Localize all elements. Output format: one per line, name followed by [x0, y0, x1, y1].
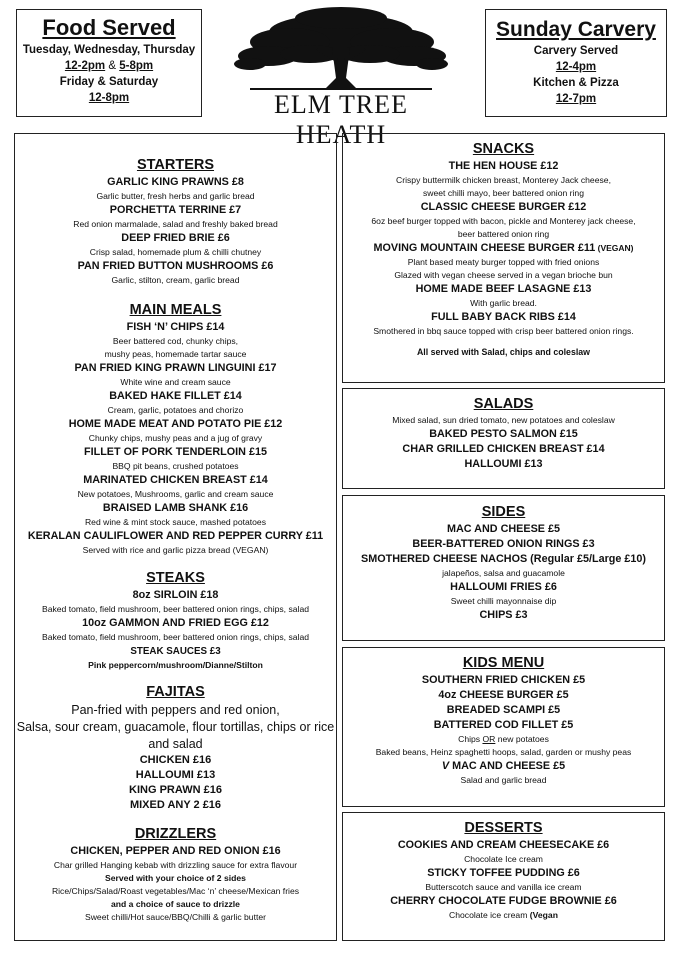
menu-item: BAKED PESTO SALMON £15 — [429, 428, 578, 440]
snacks-box — [342, 133, 665, 383]
steak-sauces-title: STEAK SAUCES £3 — [130, 646, 221, 657]
menu-item: CHIPS £3 — [479, 609, 528, 621]
menu-item: SOUTHERN FRIED CHICKEN £5 — [421, 674, 586, 686]
menu-item: 10oz GAMMON AND FRIED EGG £12 — [82, 617, 269, 629]
salads-box — [342, 388, 665, 489]
menu-item-desc: Baked tomato, field mushroom, beer battered onion rings, chips, salad — [41, 632, 310, 642]
menu-item: BEER-BATTERED ONION RINGS £3 — [412, 538, 595, 550]
drizzlers-title: DRIZZLERS — [134, 826, 217, 842]
kids-extras: Baked beans, Heinz spaghetti hoops, salad, garden or mushy peas — [375, 747, 632, 757]
vegan-tag: (Vegan — [527, 910, 558, 920]
menu-item: CHERRY CHOCOLATE FUDGE BROWNIE £6 — [390, 895, 617, 907]
kitchen-time: 12-7pm — [555, 93, 597, 105]
fajitas-title: FAJITAS — [146, 684, 205, 700]
menu-item: MARINATED CHICKEN BREAST £14 — [83, 474, 268, 486]
menu-item-desc: Garlic butter, fresh herbs and garlic bread — [96, 191, 255, 201]
kids-menu-box — [342, 647, 665, 807]
menu-item: MAC AND CHEESE £5 — [447, 523, 560, 535]
logo — [230, 4, 452, 149]
food-served-time-1a: 12-2pm — [64, 60, 106, 72]
menu-item: HALLOUMI FRIES £6 — [450, 581, 557, 593]
menu-item-desc: Butterscotch sauce and vanilla ice cream — [425, 882, 582, 892]
menu-item-desc: Char grilled Hanging kebab with drizzling sauce for extra flavour — [53, 860, 298, 870]
food-served-days-2: Friday & Saturday — [59, 76, 159, 88]
menu-item-desc: Cream, garlic, potatoes and chorizo — [107, 405, 244, 415]
food-served-title: Food Served — [42, 15, 176, 40]
menu-item-desc: Smothered in bbq sauce topped with crisp beer battered onion rings. — [373, 326, 634, 336]
menu-item: CHICKEN, PEPPER AND RED ONION £16 — [70, 845, 281, 857]
menu-item-desc-text: Chocolate ice cream — [449, 910, 528, 920]
sunday-carvery-box — [485, 9, 667, 117]
menu-item-desc: beer battered onion ring — [457, 229, 550, 239]
menu-item: HOME MADE MEAT AND POTATO PIE £12 — [68, 418, 283, 430]
vegan-tag: (VEGAN) — [595, 243, 634, 253]
menu-item: STICKY TOFFEE PUDDING £6 — [427, 867, 580, 879]
menu-item: FULL BABY BACK RIBS £14 — [431, 311, 576, 323]
kids-chips-b: new potatoes — [495, 734, 549, 744]
menu-item: BATTERED COD FILLET £5 — [433, 719, 574, 731]
menu-item: 4oz CHEESE BURGER £5 — [438, 689, 569, 701]
fajita-item: HALLOUMI £13 — [135, 769, 216, 781]
menu-item: SMOTHERED CHEESE NACHOS (Regular £5/Large £10) — [361, 553, 646, 565]
fajitas-desc: and salad — [148, 737, 203, 751]
food-served-times-2: 12-8pm — [88, 92, 130, 104]
drizzlers-sides-list: Rice/Chips/Salad/Roast vegetables/Mac ‘n’ cheese/Mexican fries — [51, 886, 300, 896]
food-served-times-sep: & — [105, 60, 120, 72]
menu-item-desc — [343, 909, 664, 922]
menu-item: PAN FRIED BUTTON MUSHROOMS £6 — [77, 260, 274, 272]
menu-item-desc: Chocolate Ice cream — [464, 854, 543, 864]
menu-item — [343, 759, 664, 774]
food-served-times-1 — [17, 58, 201, 74]
menu-item: PAN FRIED KING PRAWN LINGUINI £17 — [74, 362, 277, 374]
kids-menu-title: KIDS MENU — [462, 655, 545, 671]
menu-item: CHAR GRILLED CHICKEN BREAST £14 — [402, 443, 605, 455]
menu-item-desc: Garlic, stilton, cream, garlic bread — [111, 275, 240, 285]
steaks-title: STEAKS — [146, 570, 205, 586]
drizzlers-section — [15, 825, 336, 924]
menu-item-desc: Crisp salad, homemade plum & chilli chutney — [89, 247, 262, 257]
main-meals-title: MAIN MEALS — [129, 302, 222, 318]
sides-title: SIDES — [481, 504, 526, 520]
menu-item: FISH ‘N’ CHIPS £14 — [126, 321, 225, 333]
food-served-days-1: Tuesday, Wednesday, Thursday — [22, 44, 196, 56]
carvery-label: Carvery Served — [533, 45, 619, 57]
menu-item-desc: Red onion marmalade, salad and freshly baked bread — [73, 219, 278, 229]
carvery-time: 12-4pm — [555, 61, 597, 73]
menu-item-desc: Glazed with vegan cheese served in a vegan brioche bun — [394, 270, 613, 280]
sunday-carvery-title: Sunday Carvery — [496, 18, 656, 41]
menu-item: GARLIC KING PRAWNS £8 — [107, 176, 244, 188]
logo-text: ELM TREE HEATH — [274, 90, 408, 149]
menu-item-desc: Plant based meaty burger topped with fried onions — [407, 257, 600, 267]
menu-item: DEEP FRIED BRIE £6 — [121, 232, 230, 244]
kids-chips-or: OR — [482, 734, 496, 744]
fajitas-desc: Pan-fried with peppers and red onion, — [71, 703, 280, 717]
main-meals-section — [15, 301, 336, 557]
menu-item: HOME MADE BEEF LASAGNE £13 — [415, 283, 592, 295]
menu-item-desc: Salad and garlic bread — [460, 775, 547, 785]
left-menu-column — [14, 133, 337, 941]
menu-item-desc: Chunky chips, mushy peas and a jug of gravy — [88, 433, 263, 443]
drizzlers-sides-title: Served with your choice of 2 sides — [105, 873, 246, 883]
menu-item: COOKIES AND CREAM CHEESECAKE £6 — [397, 839, 610, 851]
menu-item-name: MAC AND CHEESE £5 — [449, 760, 566, 772]
menu-item: BREADED SCAMPI £5 — [446, 704, 561, 716]
fajita-item: MIXED ANY 2 £16 — [129, 799, 222, 811]
menu-item-desc: 6oz beef burger topped with bacon, pickle and Monterey jack cheese, — [371, 216, 636, 226]
menu-item-desc: mushy peas, homemade tartar sauce — [104, 349, 247, 359]
menu-item-name: MOVING MOUNTAIN CHEESE BURGER £11 — [373, 242, 596, 254]
menu-item-desc: New potatoes, Mushrooms, garlic and cream sauce — [77, 489, 274, 499]
kids-chips-a: Chips — [458, 734, 483, 744]
steak-sauces-list: Pink peppercorn/mushroom/Dianne/Stilton — [88, 660, 263, 670]
desserts-title: DESSERTS — [464, 820, 543, 836]
fajita-item: CHICKEN £16 — [139, 754, 212, 766]
drizzlers-sauce-list: Sweet chilli/Hot sauce/BBQ/Chilli & garlic butter — [84, 912, 267, 922]
snacks-title: SNACKS — [472, 141, 535, 157]
desserts-box — [342, 812, 665, 941]
menu-item-desc: Beer battered cod, chunky chips, — [112, 336, 239, 346]
salads-desc: Mixed salad, sun dried tomato, new potatoes and coleslaw — [392, 415, 615, 425]
menu-item: BRAISED LAMB SHANK £16 — [102, 502, 249, 514]
menu-item: HALLOUMI £13 — [464, 458, 543, 470]
menu-item-desc: White wine and cream sauce — [120, 377, 231, 387]
snacks-footer: All served with Salad, chips and coleslaw — [416, 347, 591, 357]
menu-item-desc: BBQ pit beans, crushed potatoes — [112, 461, 239, 471]
salads-title: SALADS — [473, 396, 534, 412]
menu-item: 8oz SIRLOIN £18 — [132, 589, 219, 601]
drizzlers-sauce-title: and a choice of sauce to drizzle — [111, 899, 240, 909]
vegetarian-mark: V — [441, 760, 450, 772]
kids-chips-option — [343, 733, 664, 746]
menu-item-desc: Baked tomato, field mushroom, beer battered onion rings, chips, salad — [41, 604, 310, 614]
fajitas-desc: Salsa, sour cream, guacamole, flour tortillas, chips or rice — [16, 720, 335, 734]
menu-item-desc: Crispy buttermilk chicken breast, Monterey Jack cheese, — [396, 175, 611, 185]
menu-item-desc: Red wine & mint stock sauce, mashed potatoes — [84, 517, 267, 527]
food-served-box — [16, 9, 202, 117]
fajitas-section — [15, 683, 336, 813]
menu-item-desc: jalapeños, salsa and guacamole — [442, 568, 565, 578]
menu-item — [343, 241, 664, 256]
steaks-section — [15, 569, 336, 672]
menu-item-desc: Served with rice and garlic pizza bread (VEGAN) — [82, 545, 269, 555]
menu-item: KERALAN CAULIFLOWER AND RED PEPPER CURRY £11 — [27, 530, 324, 542]
menu-item: THE HEN HOUSE £12 — [448, 160, 559, 172]
kitchen-label: Kitchen & Pizza — [533, 77, 619, 89]
starters-section — [15, 156, 336, 287]
menu-item: PORCHETTA TERRINE £7 — [109, 204, 242, 216]
menu-item: BAKED HAKE FILLET £14 — [109, 390, 242, 402]
food-served-time-1b: 5-8pm — [119, 60, 154, 72]
menu-item-desc: Sweet chilli mayonnaise dip — [450, 596, 557, 606]
menu-item-desc: With garlic bread. — [470, 298, 537, 308]
menu-item: CLASSIC CHEESE BURGER £12 — [420, 201, 587, 213]
menu-item: FILLET OF PORK TENDERLOIN £15 — [84, 446, 267, 458]
menu-item-desc: sweet chilli mayo, beer battered onion ring — [423, 188, 584, 198]
starters-title: STARTERS — [136, 157, 215, 173]
fajita-item: KING PRAWN £16 — [129, 784, 222, 796]
sides-box — [342, 495, 665, 641]
